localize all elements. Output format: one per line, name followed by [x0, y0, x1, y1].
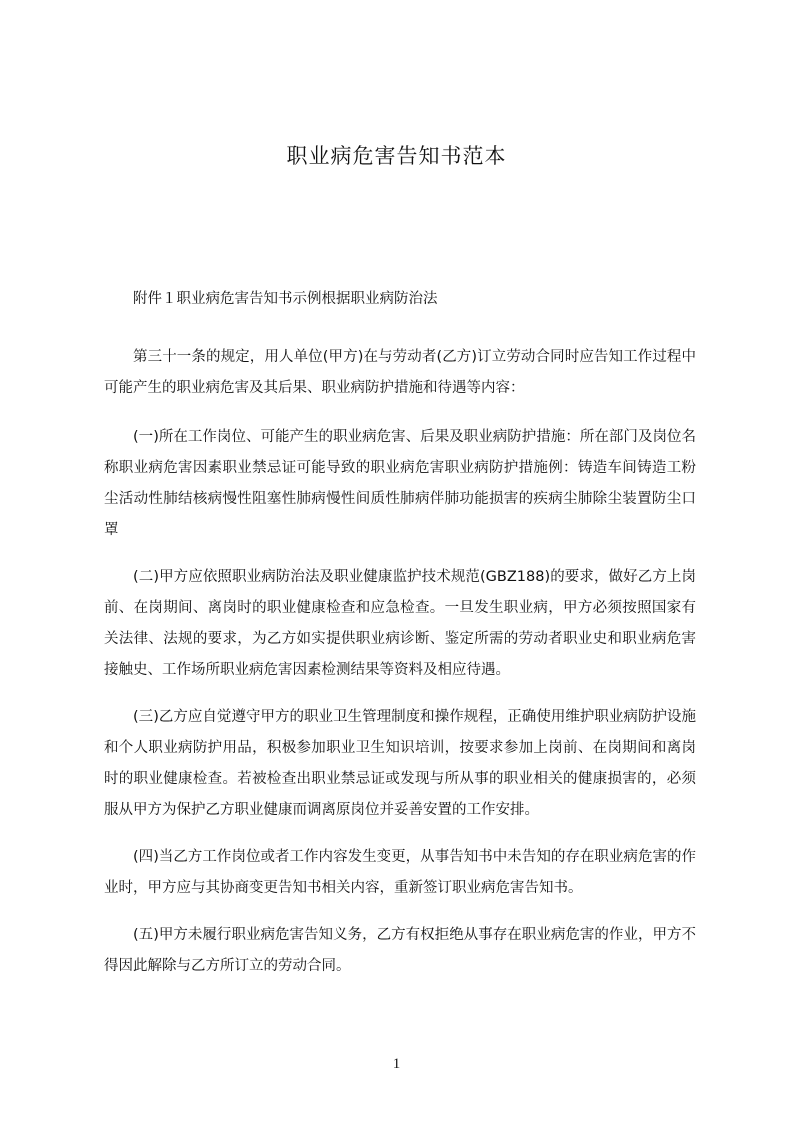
paragraph-section-5: (五)甲方未履行职业病危害告知义务，乙方有权拒绝从事存在职业病危害的作业，甲方不得因此解除与乙方所订立的劳动合同。 — [104, 927, 696, 974]
paragraph-section-3: (三)乙方应自觉遵守甲方的职业卫生管理制度和操作规程，正确使用维护职业病防护设施和个人职业病防护用品，积极参加职业卫生知识培训，按要求参加上岗前、在岗期间和离岗时的职业健康检查。若被检查出职业禁忌证或发现与所从事的职业相关的健康损害的，必须服从甲方为保护乙方职业健康而调离原岗位并妥善安置的工作安排。 — [104, 709, 696, 818]
paragraph-attachment: 附件１职业病危害告知书示例根据职业病防治法 — [133, 291, 438, 307]
page-number: 1 — [392, 1056, 401, 1072]
paragraph-section-1: (一)所在工作岗位、可能产生的职业病危害、后果及职业病防护措施：所在部门及岗位名称职业病危害因素职业禁忌证可能导致的职业病危害职业病防护措施例：铸造车间铸造工粉尘活动性肺结核病慢性阻塞性肺病慢性间质性肺病伴肺功能损害的疾病尘肺除尘装置防尘口罩 — [104, 429, 696, 538]
document-title: 职业病危害告知书范本 — [286, 144, 507, 168]
paragraph-article-31: 第三十一条的规定，用人单位(甲方)在与劳动者(乙方)订立劳动合同时应告知工作过程中可能产生的职业病危害及其后果、职业病防护措施和待遇等内容： — [104, 349, 696, 396]
paragraph-section-2: (二)甲方应依照职业病防治法及职业健康监护技术规范(GBZ188)的要求，做好乙方上岗前、在岗期间、离岗时的职业健康检查和应急检查。一旦发生职业病，甲方必须按照国家有关法律、法规的要求，为乙方如实提供职业病诊断、鉴定所需的劳动者职业史和职业病危害接触史、工作场所职业病危害因素检测结果等资料及相应待遇。 — [104, 569, 696, 678]
paragraph-section-4: (四)当乙方工作岗位或者工作内容发生变更，从事告知书中未告知的存在职业病危害的作业时，甲方应与其协商变更告知书相关内容，重新签订职业病危害告知书。 — [104, 849, 696, 896]
